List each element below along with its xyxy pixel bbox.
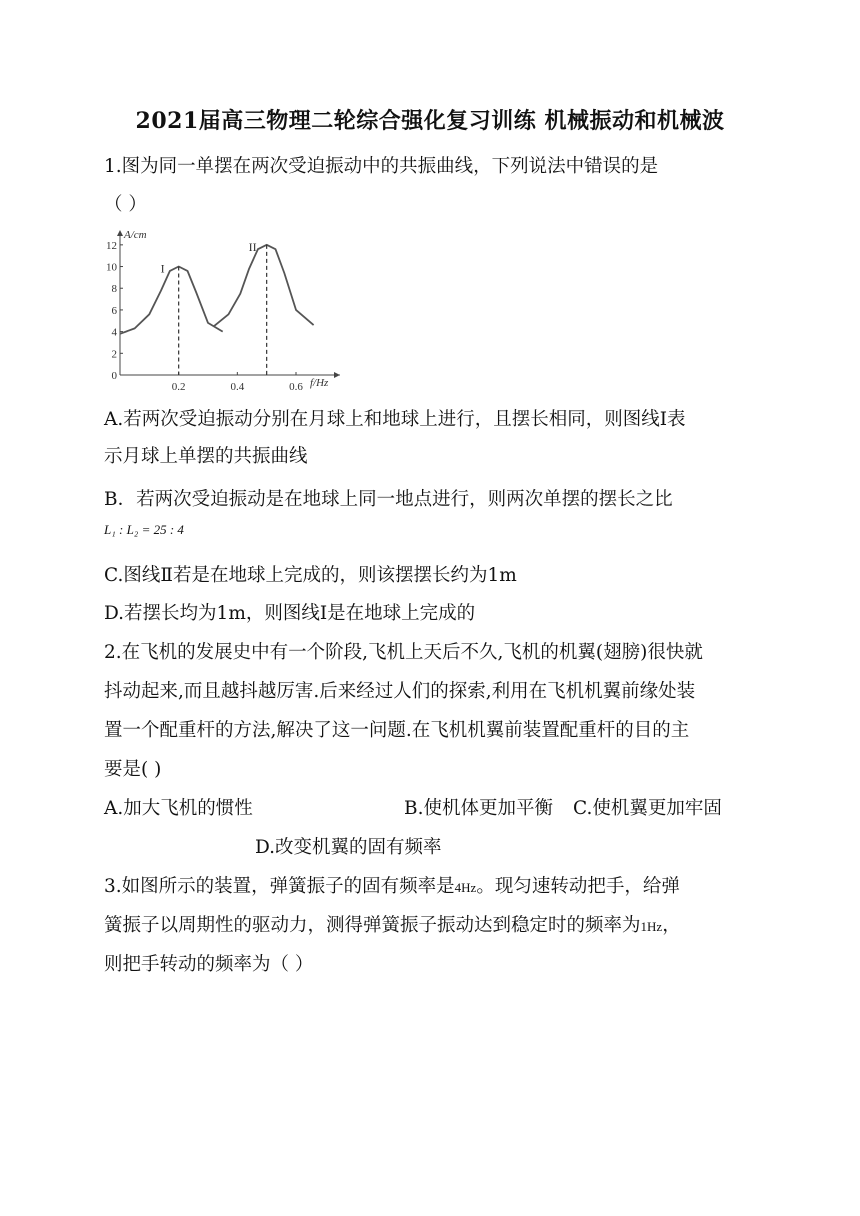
q2-option-b: B.使机体更加平衡 <box>404 798 553 819</box>
q3-stable-frequency: 1Hz <box>640 919 663 934</box>
y-tick-label: 10 <box>106 261 117 274</box>
x-tick-label: 0.6 <box>289 381 303 393</box>
q2-stem-line2: 抖动起来,而且越抖越厉害.后来经过人们的探索,利用在飞机机翼前缘处装 <box>104 681 696 702</box>
y-tick-label: 12 <box>106 239 117 252</box>
q1-option-b-line1: B．若两次受迫振动是在地球上同一地点进行，则两次单摆的摆长之比 <box>104 489 673 510</box>
x-axis-arrow <box>334 372 340 378</box>
q3-line2-text-c: ， <box>662 915 681 936</box>
q1-option-d: D.若摆长均为1m，则图线Ⅰ是在地球上完成的 <box>104 603 476 624</box>
q2-stem-line3: 置一个配重杆的方法,解决了这一问题.在飞机机翼前装置配重杆的目的主 <box>104 720 690 741</box>
page-title: 2021届高三物理二轮综合强化复习训练 机械振动和机械波 <box>135 108 725 134</box>
q3-natural-frequency: 4Hz <box>454 880 477 895</box>
q2-stem-line4: 要是( ) <box>104 759 162 780</box>
y-axis-label: A/cm <box>124 229 147 241</box>
q2-option-d: D.改变机翼的固有频率 <box>255 837 442 858</box>
q3-stem-line3: 则把手转动的频率为（ ） <box>104 954 314 975</box>
curve-II <box>214 245 314 326</box>
q2-option-a: A.加大飞机的惯性 <box>104 798 253 819</box>
curve-I <box>120 267 223 334</box>
q3-line1-text-a: 3.如图所示的装置，弹簧振子的固有频率是 <box>104 876 455 897</box>
curve-label-I: I <box>160 261 165 276</box>
q3-line1-text-c: 。现匀速转动把手，给弹 <box>476 876 680 897</box>
curve-label-II: II <box>248 239 257 254</box>
x-tick-label: 0.4 <box>230 381 245 393</box>
q1-option-b-formula: L₁ : L₂ = 25 : 4 <box>104 522 184 537</box>
q2-stem-line1: 2.在飞机的发展史中有一个阶段,飞机上天后不久,飞机的机翼(翅膀)很快就 <box>104 642 703 663</box>
q1-option-c: C.图线Ⅱ若是在地球上完成的，则该摆摆长约为1m <box>104 565 517 586</box>
q1-answer-paren: （ ） <box>104 194 147 215</box>
q3-stem-line2 <box>104 911 681 937</box>
q3-line2-text-a: 簧振子以周期性的驱动力，测得弹簧振子振动达到稳定时的频率为 <box>104 915 641 936</box>
y-tick-label: 6 <box>111 304 117 317</box>
q3-stem-line1 <box>104 872 680 898</box>
x-tick-label: 0.2 <box>171 381 186 393</box>
y-tick-label: 4 <box>111 326 117 339</box>
q1-option-a-line1: A.若两次受迫振动分别在月球上和地球上进行，且摆长相同，则图线Ⅰ表 <box>104 409 686 430</box>
x-axis-label: f/Hz <box>310 377 329 389</box>
q2-option-c: C.使机翼更加牢固 <box>573 798 722 819</box>
q1-option-a-line2: 示月球上单摆的共振曲线 <box>104 446 308 467</box>
y-axis-arrow <box>117 230 123 236</box>
y-tick-label: 8 <box>111 283 117 296</box>
y-tick-label: 2 <box>111 348 117 361</box>
y-tick-label: 0 <box>111 370 117 382</box>
resonance-chart <box>100 222 350 397</box>
q1-stem: 1.图为同一单摆在两次受迫振动中的共振曲线，下列说法中错误的是 <box>104 156 659 177</box>
